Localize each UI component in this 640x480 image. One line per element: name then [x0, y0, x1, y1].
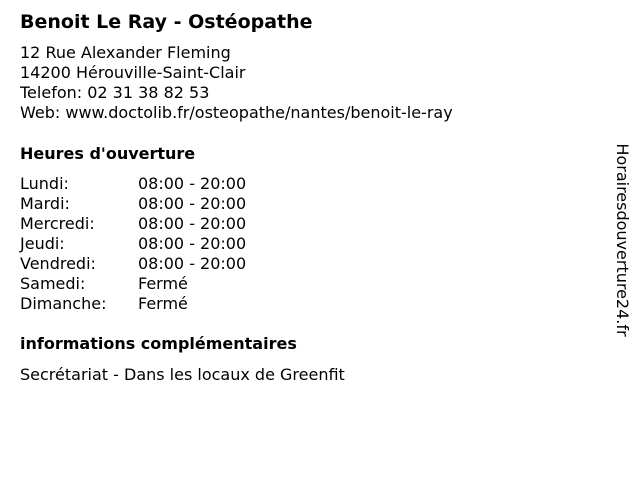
- day-label: Jeudi:: [20, 234, 65, 253]
- hours-row-thursday: [20, 234, 246, 254]
- hours-value: 08:00 - 20:00: [138, 254, 247, 273]
- hours-value: 08:00 - 20:00: [138, 234, 247, 253]
- hours-row-friday: [20, 254, 246, 274]
- hours-value: 08:00 - 20:00: [138, 214, 247, 233]
- additional-info-text: Secrétariat - Dans les locaux de Greenfit: [20, 365, 345, 384]
- day-label: Dimanche:: [20, 294, 107, 313]
- hours-value: 08:00 - 20:00: [138, 194, 247, 213]
- hours-value: Fermé: [138, 274, 188, 293]
- address-block: [20, 43, 453, 123]
- website: Web: www.doctolib.fr/osteopathe/nantes/benoit-le-ray: [20, 103, 453, 122]
- business-title: Benoit Le Ray - Ostéopathe: [20, 11, 313, 33]
- hours-row-saturday: [20, 274, 246, 294]
- hours-row-sunday: [20, 294, 246, 314]
- site-watermark: Horairesdouverture24.fr: [613, 143, 632, 337]
- hours-value: Fermé: [138, 294, 188, 313]
- hours-row-monday: [20, 174, 246, 194]
- postal-city: 14200 Hérouville-Saint-Clair: [20, 63, 246, 82]
- hours-value: 08:00 - 20:00: [138, 174, 247, 193]
- hours-row-wednesday: [20, 214, 246, 234]
- day-label: Mardi:: [20, 194, 70, 213]
- day-label: Mercredi:: [20, 214, 95, 233]
- hours-row-tuesday: [20, 194, 246, 214]
- day-label: Lundi:: [20, 174, 69, 193]
- opening-hours-heading: Heures d'ouverture: [20, 144, 196, 163]
- phone-number: Telefon: 02 31 38 82 53: [20, 83, 210, 102]
- day-label: Samedi:: [20, 274, 86, 293]
- day-label: Vendredi:: [20, 254, 96, 273]
- opening-hours-list: [20, 174, 246, 314]
- street-address: 12 Rue Alexander Fleming: [20, 43, 231, 62]
- additional-info-heading: informations complémentaires: [20, 334, 297, 353]
